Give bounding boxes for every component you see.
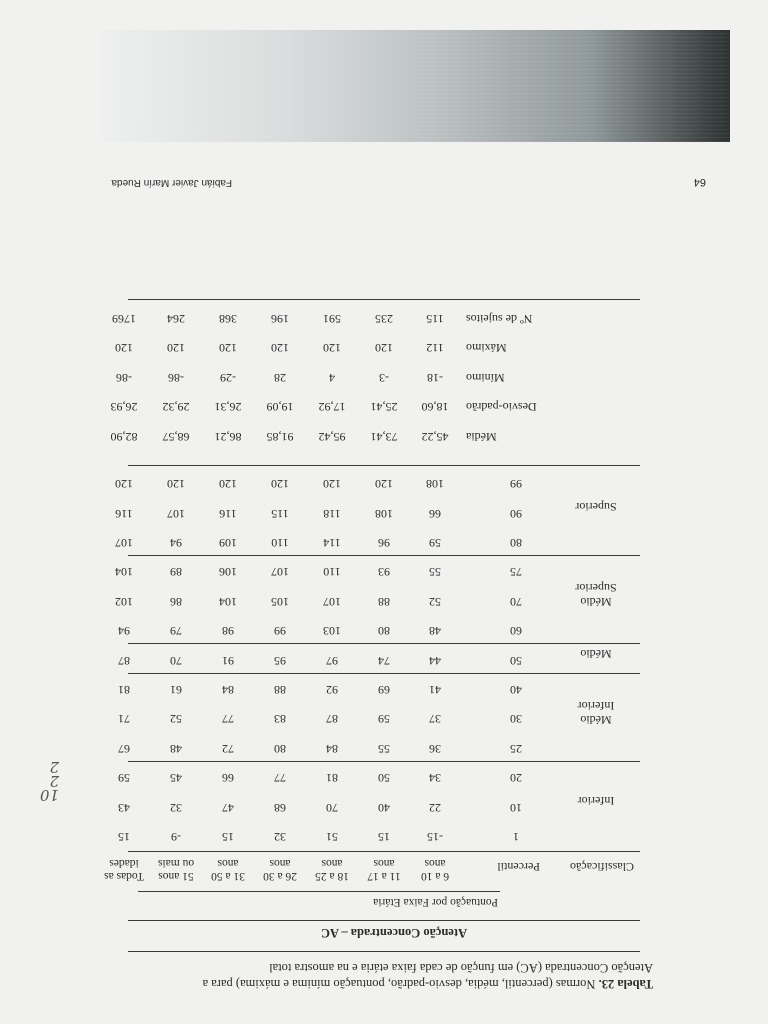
stat-label: Média — [466, 429, 497, 444]
stat-value: 1769 — [112, 311, 136, 326]
table-cell: 88 — [274, 683, 286, 697]
table-cell: 105 — [271, 594, 289, 609]
stat-label: Máximo — [466, 341, 507, 356]
table-cell: 47 — [222, 800, 234, 815]
stat-value: 86,21 — [214, 429, 242, 444]
table-cell: 72 — [222, 741, 234, 756]
table-cell: 68 — [274, 800, 286, 815]
stat-value: -29 — [220, 370, 236, 385]
table-cell: 86 — [170, 594, 182, 609]
table-cell: 34 — [429, 771, 441, 786]
rule-group-separator — [128, 761, 640, 762]
stat-value: 112 — [426, 341, 444, 356]
table-cell: 92 — [326, 683, 338, 697]
stat-label: Nº de sujeitos — [466, 311, 533, 326]
stat-value: 368 — [219, 311, 237, 326]
table-cell: 81 — [326, 771, 338, 786]
column-header-age-group: 26 a 30 anos — [263, 857, 297, 882]
table-cell: 50 — [378, 771, 390, 786]
table-cell: 108 — [426, 477, 444, 492]
table-cell: 59 — [429, 536, 441, 550]
table-cell: 59 — [118, 771, 130, 786]
percentile-value: 10 — [510, 800, 522, 815]
rule-group-separator — [128, 673, 640, 674]
stat-value: 26,31 — [214, 400, 242, 415]
table-cell: 107 — [115, 536, 133, 550]
table-cell: 80 — [274, 741, 286, 756]
stat-value: 120 — [323, 341, 341, 356]
stat-value: 591 — [323, 311, 341, 326]
stat-value: 120 — [167, 341, 185, 356]
table-cell: 120 — [219, 477, 237, 492]
stat-value: -18 — [427, 370, 443, 385]
stat-value: 235 — [375, 311, 393, 326]
table-cell: 22 — [429, 800, 441, 815]
table-cell: 94 — [118, 624, 130, 639]
stat-value: 28 — [274, 370, 286, 385]
table-cell: 61 — [170, 683, 182, 697]
stat-value: -3 — [379, 370, 389, 385]
stat-value: 82,90 — [110, 429, 138, 444]
table-cell: 52 — [429, 594, 441, 609]
table-title-label: Tabela 23. — [598, 977, 653, 991]
table-cell: 67 — [118, 741, 130, 756]
table-cell: 109 — [219, 536, 237, 550]
stat-value: 115 — [426, 311, 444, 326]
column-header-age-group: 51 anos ou mais — [157, 857, 195, 882]
column-header-age-group: 11 a 17 anos — [367, 857, 401, 882]
classification-label: Médio — [580, 647, 612, 662]
table-subtitle: Atenção Concentrada (AC) em função de cada faixa etária e na amostra total — [269, 961, 653, 975]
table-cell: 37 — [429, 712, 441, 727]
page-number: 64 — [693, 176, 706, 188]
percentile-value: 75 — [510, 565, 522, 580]
table-cell: 52 — [170, 712, 182, 727]
table-cell: 45 — [170, 771, 182, 786]
table-cell: 55 — [429, 565, 441, 580]
table-cell: 84 — [326, 741, 338, 756]
table-cell: 103 — [323, 624, 341, 639]
table-title-text: Normas (percentil, média, desvio-padrão, pontuação mínima e máxima) para a — [202, 977, 599, 991]
table-cell: 96 — [378, 536, 390, 550]
table-cell: 36 — [429, 741, 441, 756]
column-header-age-group: 31 a 50 anos — [211, 857, 245, 882]
stat-value: 196 — [271, 311, 289, 326]
rule-group-separator — [128, 555, 640, 556]
table-cell: 48 — [429, 624, 441, 639]
rule-group-separator — [128, 643, 640, 644]
table-cell: 87 — [118, 653, 130, 668]
stat-value: 73,41 — [370, 429, 398, 444]
table-cell: 70 — [326, 800, 338, 815]
percentile-value: 40 — [510, 683, 522, 697]
stat-label: Mínimo — [466, 370, 505, 385]
stat-value: 91,85 — [266, 429, 294, 444]
percentile-value: 80 — [510, 536, 522, 550]
table-cell: 66 — [429, 506, 441, 521]
stat-value: 120 — [375, 341, 393, 356]
table-cell: 80 — [378, 624, 390, 639]
classification-label: Inferior — [577, 794, 615, 809]
percentile-value: 70 — [510, 594, 522, 609]
table-cell: 110 — [271, 536, 289, 550]
table-cell: 107 — [167, 506, 185, 521]
stat-value: 29,32 — [162, 400, 190, 415]
table-cell: -15 — [427, 830, 443, 844]
percentile-value: 99 — [510, 477, 522, 492]
table-cell: 118 — [323, 506, 341, 521]
table-cell: 98 — [222, 624, 234, 639]
section-title: Atenção Concentrada – AC — [320, 926, 468, 940]
table-cell: 69 — [378, 683, 390, 697]
percentile-value: 50 — [510, 653, 522, 668]
table-cell: 55 — [378, 741, 390, 756]
table-cell: 77 — [274, 771, 286, 786]
table-cell: 70 — [170, 653, 182, 668]
table-cell: 81 — [118, 683, 130, 697]
classification-label: Superior — [575, 500, 617, 515]
rule-table-bottom — [128, 299, 640, 300]
column-header-age-group: Todas as idades — [104, 857, 144, 882]
table-cell: 48 — [170, 741, 182, 756]
column-header-age-group: 6 a 10 anos — [420, 857, 450, 882]
table-cell: 71 — [118, 712, 130, 727]
classification-label: Médio Superior — [575, 581, 617, 610]
table-cell: 79 — [170, 624, 182, 639]
table-cell: 51 — [326, 830, 338, 844]
table-cell: 107 — [323, 594, 341, 609]
table-cell: 106 — [219, 565, 237, 580]
table-cell: 120 — [375, 477, 393, 492]
table-cell: 44 — [429, 653, 441, 668]
stat-value: 68,57 — [162, 429, 190, 444]
table-cell: 88 — [378, 594, 390, 609]
rule-section — [128, 920, 640, 921]
table-cell: 74 — [378, 653, 390, 668]
percentile-value: 60 — [510, 624, 522, 639]
table-cell: 114 — [323, 536, 341, 550]
stat-value: 17,92 — [318, 400, 346, 415]
table-cell: 120 — [323, 477, 341, 492]
stat-value: 120 — [115, 341, 133, 356]
group-header: Pontuação por Faixa Etária — [373, 896, 498, 908]
table-cell: 108 — [375, 506, 393, 521]
rule-top — [128, 951, 640, 952]
rule-group — [138, 891, 500, 892]
table-cell: 110 — [323, 565, 341, 580]
table-cell: 94 — [170, 536, 182, 550]
stat-value: 45,22 — [421, 429, 449, 444]
table-cell: 15 — [378, 830, 390, 844]
table-cell: 89 — [170, 565, 182, 580]
percentile-value: 1 — [513, 830, 519, 844]
table-cell: 40 — [378, 800, 390, 815]
table-cell: 115 — [271, 506, 289, 521]
table-cell: 116 — [219, 506, 237, 521]
stat-value: 26,93 — [110, 400, 138, 415]
table-cell: 99 — [274, 624, 286, 639]
column-header-percentil: Percentil — [497, 860, 540, 874]
table-cell: 102 — [115, 594, 133, 609]
stat-value: 95,42 — [318, 429, 346, 444]
stat-value: 264 — [167, 311, 185, 326]
percentile-value: 20 — [510, 771, 522, 786]
table-cell: 41 — [429, 683, 441, 697]
table-cell: 93 — [378, 565, 390, 580]
stat-value: 4 — [329, 370, 335, 385]
stat-value: 120 — [219, 341, 237, 356]
table-cell: 15 — [222, 830, 234, 844]
table-cell: 32 — [274, 830, 286, 844]
column-header-classificacao: Classificação — [570, 860, 634, 874]
percentile-value: 30 — [510, 712, 522, 727]
table-cell: 104 — [219, 594, 237, 609]
percentile-value: 90 — [510, 506, 522, 521]
column-header-age-group: 18 a 25 anos — [315, 857, 349, 882]
stat-value: -86 — [168, 370, 184, 385]
percentile-value: 25 — [510, 741, 522, 756]
rule-percentiles-bottom — [128, 465, 640, 466]
table-cell: 97 — [326, 653, 338, 668]
table-cell: 66 — [222, 771, 234, 786]
table-cell: 120 — [115, 477, 133, 492]
table-cell: -9 — [171, 830, 181, 844]
stat-value: 19,09 — [266, 400, 294, 415]
stat-label: Desvio-padrão — [466, 400, 537, 415]
table-cell: 104 — [115, 565, 133, 580]
handwritten-note: 10 2 2 — [40, 758, 60, 804]
author-header: Fabián Javier Marín Rueda — [111, 177, 232, 188]
rule-header-bottom — [128, 851, 640, 852]
table-cell: 87 — [326, 712, 338, 727]
stat-value: 18,60 — [421, 400, 449, 415]
table-cell: 83 — [274, 712, 286, 727]
stat-value: 120 — [271, 341, 289, 356]
table-cell: 77 — [222, 712, 234, 727]
table-cell: 116 — [115, 506, 133, 521]
table-cell: 43 — [118, 800, 130, 815]
table-cell: 84 — [222, 683, 234, 697]
table-cell: 120 — [167, 477, 185, 492]
table-cell: 95 — [274, 653, 286, 668]
table-cell: 15 — [118, 830, 130, 844]
table-cell: 59 — [378, 712, 390, 727]
classification-label: Médio Inferior — [577, 698, 615, 727]
table-cell: 107 — [271, 565, 289, 580]
table-cell: 91 — [222, 653, 234, 668]
stat-value: -86 — [116, 370, 132, 385]
stat-value: 25,41 — [370, 400, 398, 415]
table-cell: 32 — [170, 800, 182, 815]
table-cell: 120 — [271, 477, 289, 492]
table-title — [93, 976, 653, 991]
